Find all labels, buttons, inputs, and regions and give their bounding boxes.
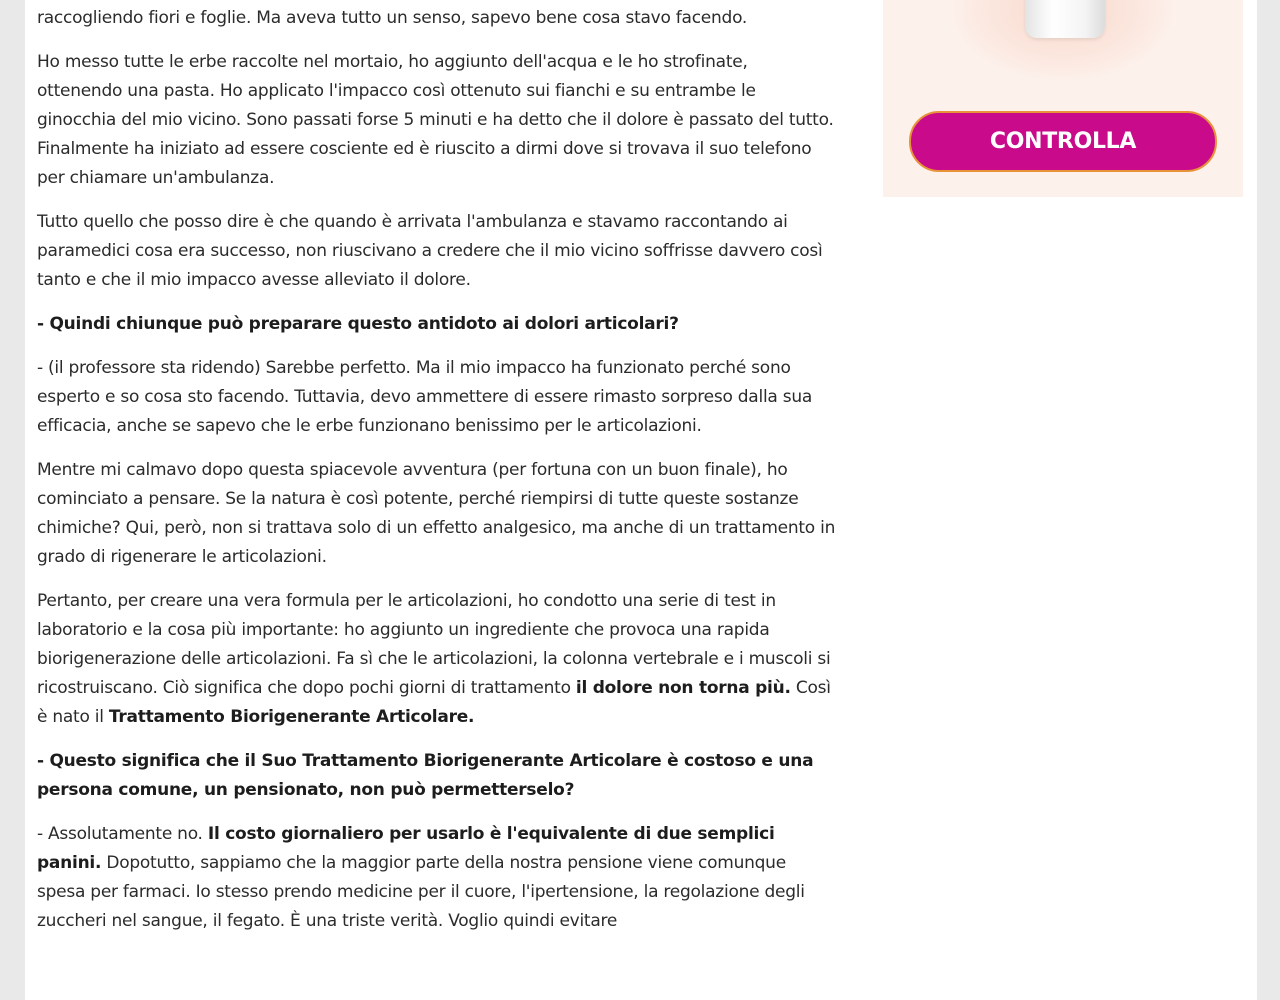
question-text: - Quindi chiunque può preparare questo antidoto ai dolori articolari? bbox=[37, 314, 679, 334]
product-name-highlight: Trattamento Biorigenerante Articolare. bbox=[108, 707, 475, 727]
bold-highlight: Il costo giornaliero per usarlo è l'equivalente di due semplici panini. bbox=[37, 824, 775, 873]
paragraph-text: - Assolutamente no. bbox=[37, 824, 208, 844]
article-paragraph: raccogliendo fiori e foglie. Ma aveva tutto un senso, sapevo bene cosa stavo facendo. bbox=[37, 8, 748, 28]
interview-question bbox=[37, 747, 837, 805]
article-paragraph: Mentre mi calmavo dopo questa spiacevole avventura (per fortuna con un buon finale), ho cominciato a pensare. Se la natura è così potente, perché riempirsi di tutte queste sostanze chimiche? Qui, però, non si trattava solo di un effetto analgesico, ma anche di un trattamento in grado di rigenerare le articolazioni. bbox=[37, 460, 836, 567]
article-body bbox=[37, 0, 837, 951]
article-paragraph: Ho messo tutte le erbe raccolte nel mortaio, ho aggiunto dell'acqua e le ho strofinate, ottenendo una pasta. Ho applicato l'impacco così ottenuto sui fianchi e su entrambe le ginocchia del mio vicino. Sono passati forse 5 minuti e ha detto che il dolore è passato del tutto. Finalmente ha iniziato ad essere cosciente ed è riuscito a dirmi dove si trovava il suo telefono per chiamare un'ambulanza. bbox=[37, 52, 834, 188]
interview-question bbox=[37, 310, 837, 339]
paragraph-text: Pertanto, per creare una vera formula per le articolazioni, ho condotto una serie di test in laboratorio e la cosa più importante: ho aggiunto un ingrediente che provoca una rapida biorigenerazione delle articolazioni. Fa sì che le articolazioni, la colonna vertebrale e i muscoli si ricostruiscano. Ciò significa che dopo pochi giorni di trattamento bbox=[37, 591, 831, 698]
page-container bbox=[25, 0, 1257, 1000]
article-paragraph: Tutto quello che posso dire è che quando è arrivata l'ambulanza e stavamo raccontando ai paramedici cosa era successo, non riuscivano a credere che il mio vicino soffrisse davvero così tanto e che il mio impacco avesse alleviato il dolore. bbox=[37, 212, 823, 290]
question-text: - Questo significa che il Suo Trattamento Biorigenerante Articolare è costoso e una persona comune, un pensionato, non può permetterselo? bbox=[37, 751, 814, 800]
sidebar-product-box bbox=[883, 0, 1243, 197]
article-paragraph bbox=[37, 820, 837, 936]
paragraph-text: Così è nato il bbox=[37, 678, 831, 727]
bold-highlight: il dolore non torna più. bbox=[575, 678, 791, 698]
product-bottle-image[interactable] bbox=[1025, 0, 1105, 38]
controlla-button[interactable]: CONTROLLA bbox=[909, 111, 1217, 172]
article-paragraph: - (il professore sta ridendo) Sarebbe perfetto. Ma il mio impacco ha funzionato perché sono esperto e so cosa sto facendo. Tuttavia, devo ammettere di essere rimasto sorpreso dalla sua efficacia, anche se sapevo che le erbe funzionano benissimo per le articolazioni. bbox=[37, 358, 813, 436]
article-paragraph bbox=[37, 587, 837, 732]
paragraph-text: Dopotutto, sappiamo che la maggior parte della nostra pensione viene comunque spesa per farmaci. Io stesso prendo medicine per il cuore, l'ipertensione, la regolazione degli zuccheri nel sangue, il fegato. È una triste verità. Voglio quindi evitare bbox=[37, 853, 805, 931]
